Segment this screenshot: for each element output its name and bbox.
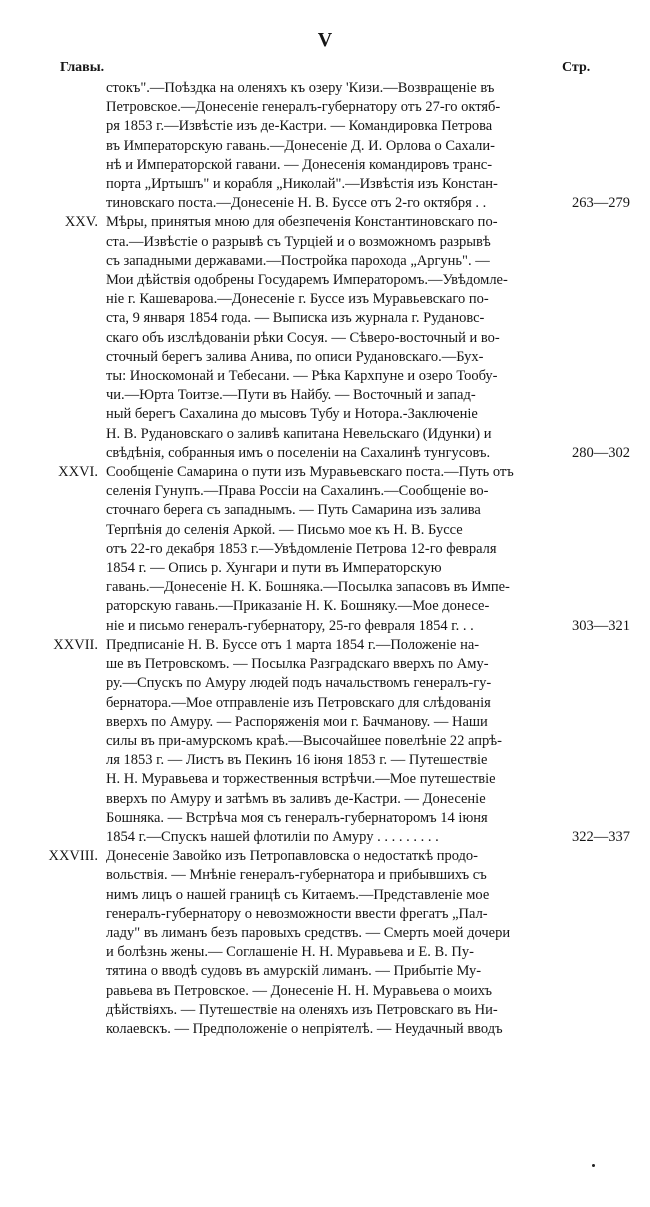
summary-line: сточнаго берега съ западнымъ. — Путь Самарина изъ залива bbox=[106, 502, 481, 519]
summary-line: ладу" въ лиманъ безъ паровыхъ средствъ. — Смерть моей дочери bbox=[106, 924, 511, 941]
summary-line: въ Императорскую гавань.—Донесеніе Д. И. Орлова о Сахали- bbox=[106, 137, 495, 154]
summary-line: вверхъ по Амуру. — Распоряженія мои г. Бачманову. — Наши bbox=[106, 713, 488, 730]
summary-line: порта „Иртышъ" и корабля „Николай".—Извѣстія изъ Констан- bbox=[106, 176, 498, 193]
chapter-summary bbox=[106, 847, 542, 1039]
summary-line: Терпѣнія до селенія Аркой. — Письмо мое къ Н. В. Буссе bbox=[106, 521, 463, 538]
summary-line: Мои дѣйствія одобрены Государемъ Императоромъ.—Увѣдомле- bbox=[106, 272, 508, 289]
summary-line: ста.—Извѣстіе о разрывѣ съ Турціей и о возможномъ разрывѣ bbox=[106, 233, 491, 250]
summary-line: Донесеніе Завойко изъ Петропавловска о недостаткѣ продо- bbox=[106, 848, 478, 865]
summary-line: колаевскъ. — Предположеніе о непріятелѣ. — Неудачный вводъ bbox=[106, 1020, 503, 1037]
summary-line: 1854 г.—Спускъ нашей флотиліи по Амуру . . . . . . . . . bbox=[106, 828, 439, 845]
pages-column-header: Стр. bbox=[562, 60, 591, 75]
page-range: 280—302 bbox=[572, 444, 630, 461]
summary-line: Мѣры, принятыя мною для обезпеченія Константиновскаго по- bbox=[106, 214, 498, 231]
summary-line: ше въ Петровскомъ. — Посылка Разградскаго вверхъ по Аму- bbox=[106, 656, 489, 673]
summary-line: скаго объ изслѣдованіи рѣки Сосуя. — Сѣверо-восточный и во- bbox=[106, 329, 500, 346]
summary-line: нѣ и Императорской гавани. — Донесенія командировъ транс- bbox=[106, 156, 493, 173]
summary-line: сточный берегъ залива Анива, по описи Рудановскаго.—Бух- bbox=[106, 348, 484, 365]
summary-line: чи.—Юрта Тоитзе.—Пути въ Найбу. — Восточный и запад- bbox=[106, 387, 476, 404]
page-range: 322—337 bbox=[572, 828, 630, 845]
toc-entry bbox=[0, 213, 650, 463]
summary-line: ста, 9 января 1854 года. — Выписка изъ журнала г. Рудановс- bbox=[106, 310, 485, 327]
summary-line: бернатора.—Мое отправленіе изъ Петровскаго для слѣдованія bbox=[106, 694, 491, 711]
summary-line: раторскую гавань.—Приказаніе Н. К. Бошняку.—Мое донесе- bbox=[106, 598, 490, 615]
summary-line: Н. В. Рудановскаго о заливѣ капитана Невельскаго (Идунки) и bbox=[106, 425, 492, 442]
summary-line: нимъ лицъ о нашей границѣ съ Китаемъ.—Представленіе мое bbox=[106, 886, 490, 903]
summary-line: ніе г. Кашеварова.—Донесеніе г. Буссе изъ Муравьевскаго по- bbox=[106, 291, 489, 308]
toc-entry bbox=[0, 463, 650, 636]
chapter-number: XXV. bbox=[64, 214, 98, 231]
summary-line: 1854 г. — Опись р. Хунгари и пути въ Императорскую bbox=[106, 560, 442, 577]
page-range: 263—279 bbox=[572, 195, 630, 212]
chapter-summary bbox=[106, 79, 542, 213]
summary-line: Бошняка. — Встрѣча моя съ генералъ-губернаторомъ 14 іюня bbox=[106, 809, 488, 826]
summary-line: и болѣзнь жены.— Соглашеніе Н. Н. Муравьева и Е. В. Пу- bbox=[106, 944, 474, 961]
summary-line: стокъ".—Поѣздка на оленяхъ къ озеру 'Кизи.—Возвращеніе въ bbox=[106, 80, 495, 96]
summary-line: ніе и письмо генералъ-губернатору, 25-го февраля 1854 г. . . bbox=[106, 617, 474, 634]
summary-line: дѣйствіяхъ. — Путешествіе на оленяхъ изъ Петровскаго въ Ни- bbox=[106, 1001, 498, 1018]
toc-entry bbox=[0, 847, 650, 1039]
toc-entry bbox=[0, 636, 650, 847]
summary-line: селенія Гунупъ.—Права Россіи на Сахалинъ.—Сообщеніе во- bbox=[106, 483, 489, 500]
summary-line: Предписаніе Н. В. Буссе отъ 1 марта 1854 г.—Положеніе на- bbox=[106, 636, 480, 653]
summary-line: Сообщеніе Самарина о пути изъ Муравьевскаго поста.—Путь отъ bbox=[106, 464, 514, 481]
summary-line: съ западными державами.—Постройка парохода „Аргунь". — bbox=[106, 252, 490, 269]
summary-line: вверхъ по Амуру и затѣмъ въ заливъ де-Кастри. — Донесеніе bbox=[106, 790, 486, 807]
toc-entry bbox=[0, 79, 650, 213]
summary-line: ный берегъ Сахалина до мысовъ Тубу и Нотора.-Заключеніе bbox=[106, 406, 478, 423]
chapter-number: XXVIII. bbox=[48, 848, 98, 865]
ink-speck bbox=[592, 1164, 595, 1167]
summary-line: тиновскаго поста.—Донесеніе Н. В. Буссе отъ 2-го октября . . bbox=[106, 195, 487, 212]
chapter-summary bbox=[106, 463, 542, 636]
summary-line: гавань.—Донесеніе Н. К. Бошняка.—Посылка запасовъ въ Импе- bbox=[106, 579, 510, 596]
chapter-summary bbox=[106, 213, 542, 463]
summary-line: силы въ при-амурскомъ краѣ.—Высочайшее повелѣніе 22 апрѣ- bbox=[106, 732, 502, 749]
summary-line: свѣдѣнія, собранныя имъ о поселеніи на Сахалинѣ тунгусовъ. bbox=[106, 444, 491, 461]
chapter-number: XXVI. bbox=[58, 464, 98, 481]
table-of-contents bbox=[0, 79, 650, 1039]
summary-line: Н. Н. Муравьева и торжественныя встрѣчи.—Мое путешествіе bbox=[106, 771, 496, 788]
summary-line: ля 1853 г. — Листъ въ Пекинъ 16 іюня 1853 г. — Путешествіе bbox=[106, 752, 488, 769]
summary-line: вольствія. — Мнѣніе генералъ-губернатора и прибывшихъ съ bbox=[106, 867, 487, 884]
page-number: V bbox=[317, 29, 333, 51]
summary-line: ру.—Спускъ по Амуру людей подъ начальствомъ генералъ-гу- bbox=[106, 675, 492, 692]
page-range: 303—321 bbox=[572, 617, 630, 634]
chapters-column-header: Главы. bbox=[60, 60, 105, 75]
summary-line: отъ 22-го декабря 1853 г.—Увѣдомленіе Петрова 12-го февраля bbox=[106, 540, 497, 557]
summary-line: ты: Иноскомонай и Тебесани. — Рѣка Кархпуне и озеро Тообу- bbox=[106, 368, 498, 385]
summary-line: генералъ-губернатору о невозможности ввести фрегатъ „Пал- bbox=[106, 905, 488, 922]
summary-line: Петровское.—Донесеніе генералъ-губернатору отъ 27-го октяб- bbox=[106, 99, 501, 116]
summary-line: ря 1853 г.—Извѣстіе изъ де-Кастри. — Командировка Петрова bbox=[106, 118, 493, 135]
summary-line: тятина о вводѣ судовъ въ амурскій лиманъ. — Прибытіе Му- bbox=[106, 963, 482, 980]
chapter-summary bbox=[106, 636, 542, 847]
chapter-number: XXVII. bbox=[53, 636, 98, 653]
summary-line: равьева въ Петровское. — Донесеніе Н. Н. Муравьева о моихъ bbox=[106, 982, 492, 999]
